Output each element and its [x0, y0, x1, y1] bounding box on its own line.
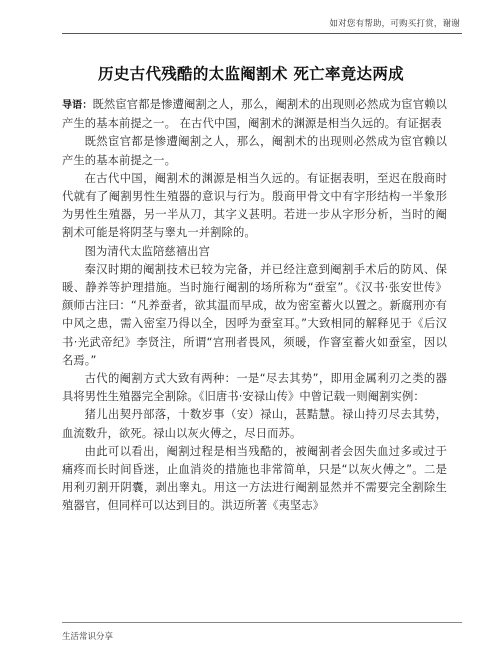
image-caption: 图为清代太监陪慈禧出宫 [84, 244, 210, 258]
intro-text: 既然宦官都是惨遭阉割之人，那么，阉割术的出现则必然成为宦官赖以产生的基本前提之一。 在古代中国，阉割术的渊源是相当久远的。有证据表 [62, 98, 447, 131]
intro-label: 导语： [62, 100, 93, 111]
quoted-paragraph: 猪儿出契丹部落，十数岁事（安）禄山，甚黠慧。禄山持刃尽去其势，血流数升，欲死。禄山以灰火傅之，尽日而苏。 [62, 408, 447, 440]
paragraph: 秦汉时期的阉割技术已较为完备，并已经注意到阉割手术后的防风、保暖、静养等护理措施。当时施行阉割的场所称为“蚕室”。《汉书·张安世传》颜师古注曰：“凡养蚕者，欲其温而早成，故为密室蓄火以置之。新腐刑亦有中风之患，需入密室乃得以全，因呼为蚕室耳。”大致相同的解释见于《后汉书·光武帝纪》李贤注，所谓“宫刑者畏风，须暖，作窨室蓄火如蚕室，因以名焉。” [62, 262, 447, 367]
paragraph: 既然宦官都是惨遭阉割之人，那么，阉割术的出现则必然成为宦官赖以产生的基本前提之一。 [62, 135, 447, 167]
intro-paragraph [62, 96, 447, 133]
page-title: 历史古代残酷的太监阉割术 死亡率竟达两成 [98, 65, 404, 83]
header-note: 如对您有帮助，可购买打赏，谢谢 [329, 19, 460, 29]
paragraph: 在古代中国，阉割术的渊源是相当久远的。有证据表明，至迟在殷商时代就有了阉割男性生殖器的意识与行为。殷商甲骨文中有字形结构一半象形为男性生殖器，另一半从刀，其字义甚明。若进一步从字形分析，当时的阉割术可能是将阴茎与睾丸一并割除的。 [62, 171, 447, 240]
footer-note: 生活常识分享 [62, 632, 114, 642]
paragraph: 古代的阉割方式大致有两种：一是“尽去其势”，即用金属利刃之类的器具将男性生殖器完全割除。《旧唐书·安禄山传》中曾记载一则阉割实例： [62, 372, 447, 404]
footer-divider [62, 622, 462, 623]
header-divider [62, 33, 462, 34]
article-body [62, 96, 447, 516]
paragraph: 由此可以看出，阉割过程是相当残酷的，被阉割者会因失血过多或过于痛疼而长时间昏迷，止血消炎的措施也非常简单，只是“以灰火傅之”。二是用利刃割开阴囊，剥出睾丸。用这一方法进行阉割显然并不需要完全割除生殖器官，但同样可以达到目的。洪迈所著《夷坚志》 [62, 444, 447, 513]
